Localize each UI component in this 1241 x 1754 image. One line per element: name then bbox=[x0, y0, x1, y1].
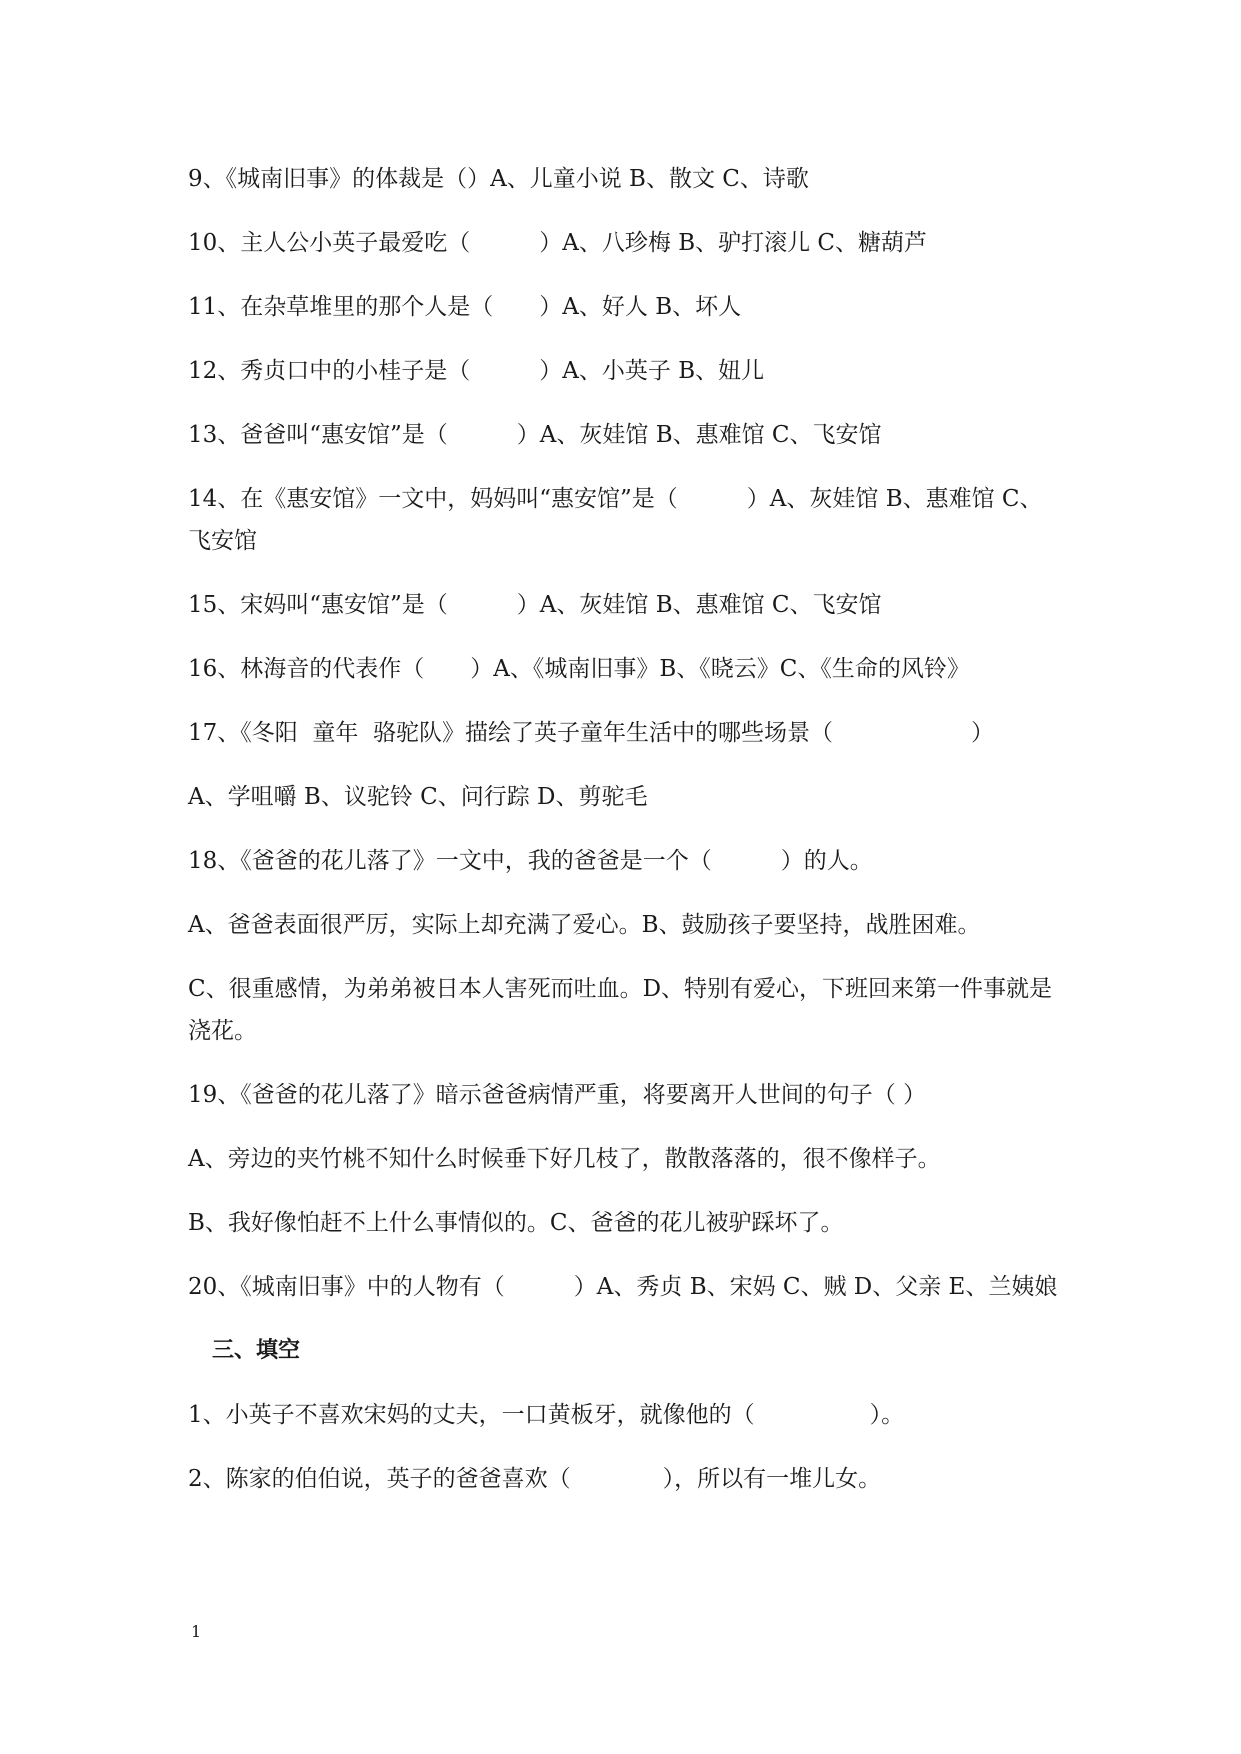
question-16: 16、林海音的代表作（ ）A、《城南旧事》B、《晓云》C、《生命的风铃》 bbox=[188, 656, 970, 682]
section-heading-fill-blank: 三、填空 bbox=[212, 1338, 301, 1363]
question-18-options-ab: A、爸爸表面很严厉，实际上却充满了爱心。B、鼓励孩子要坚持，战胜困难。 bbox=[188, 912, 981, 938]
question-18-options-cd: C、很重感情，为弟弟被日本人害死而吐血。D、特别有爱心，下班回来第一件事就是浇花。 bbox=[188, 976, 1053, 1044]
question-10: 10、主人公小英子最爱吃（ ）A、八珍梅 B、驴打滚儿 C、糖葫芦 bbox=[188, 230, 927, 256]
question-17: 17、《冬阳 童年 骆驼队》描绘了英子童年生活中的哪些场景（ ） bbox=[188, 720, 995, 746]
question-15: 15、宋妈叫“惠安馆”是（ ）A、灰娃馆 B、惠难馆 C、飞安馆 bbox=[188, 592, 882, 618]
question-17-options: A、学咀嚼 B、议驼铃 C、问行踪 D、剪驼毛 bbox=[188, 784, 648, 810]
question-19: 19、《爸爸的花儿落了》暗示爸爸病情严重，将要离开人世间的句子（ ） bbox=[188, 1082, 927, 1108]
question-19-options-bc: B、我好像怕赶不上什么事情似的。C、爸爸的花儿被驴踩坏了。 bbox=[188, 1210, 844, 1236]
question-12: 12、秀贞口中的小桂子是（ ）A、小英子 B、妞儿 bbox=[188, 358, 765, 384]
fill-blank-1: 1、小英子不喜欢宋妈的丈夫，一口黄板牙，就像他的（ ）。 bbox=[188, 1402, 905, 1428]
question-18: 18、《爸爸的花儿落了》一文中，我的爸爸是一个（ ）的人。 bbox=[188, 848, 873, 874]
page-number: 1 bbox=[191, 1622, 202, 1641]
page-content bbox=[188, 158, 1058, 1522]
question-20: 20、《城南旧事》中的人物有（ ）A、秀贞 B、宋妈 C、贼 D、父亲 E、兰姨娘 bbox=[188, 1274, 1058, 1300]
question-14: 14、在《惠安馆》一文中，妈妈叫“惠安馆”是（ ）A、灰娃馆 B、惠难馆 C、飞安馆 bbox=[188, 486, 1043, 554]
question-13: 13、爸爸叫“惠安馆”是（ ）A、灰娃馆 B、惠难馆 C、飞安馆 bbox=[188, 422, 882, 448]
fill-blank-2: 2、陈家的伯伯说，英子的爸爸喜欢（ ），所以有一堆儿女。 bbox=[188, 1466, 882, 1492]
question-11: 11、在杂草堆里的那个人是（ ）A、好人 B、坏人 bbox=[188, 294, 742, 320]
question-9: 9、《城南旧事》的体裁是（）A、儿童小说 B、散文 C、诗歌 bbox=[188, 166, 809, 192]
question-19-option-a: A、旁边的夹竹桃不知什么时候垂下好几枝了，散散落落的，很不像样子。 bbox=[188, 1146, 941, 1172]
